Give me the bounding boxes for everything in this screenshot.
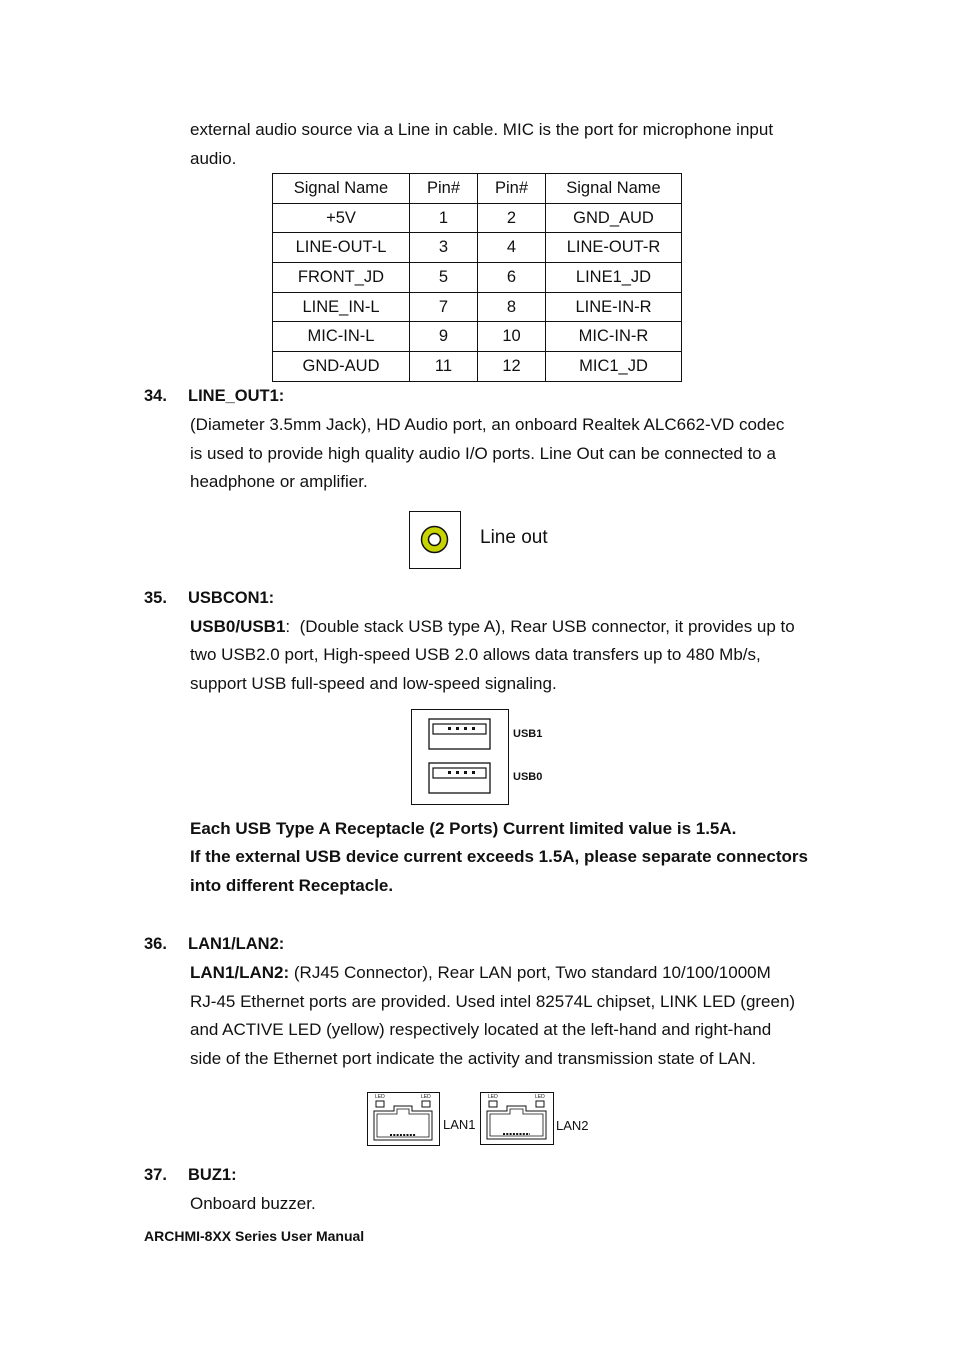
rj45-port-icon [368, 1093, 438, 1144]
section-title: LINE_OUT1: [188, 387, 285, 405]
section-34-heading [144, 382, 284, 410]
table-cell: LINE-OUT-L [273, 233, 410, 263]
table-cell: LINE_IN-L [273, 292, 410, 322]
lan2-port-figure [480, 1092, 554, 1145]
usb-line-1-text: (Double stack USB type A), Rear USB connector, it provides up to [299, 617, 795, 636]
section-35-line-3: support USB full-speed and low-speed signaling. [190, 674, 557, 693]
section-37-heading [144, 1161, 237, 1189]
table-header-cell: Pin# [410, 174, 478, 204]
table-row [273, 203, 682, 233]
section-title: LAN1/LAN2: [188, 935, 285, 953]
section-34-line-3: headphone or amplifier. [190, 472, 368, 491]
section-36-line-1 [190, 959, 820, 988]
section-35-line-2: two USB2.0 port, High-speed USB 2.0 allows data transfers up to 480 Mb/s, [190, 645, 761, 664]
led-label: LED [375, 1094, 385, 1100]
table-cell: 1 [410, 203, 478, 233]
page-footer: ARCHMI-8XX Series User Manual [144, 1228, 365, 1244]
table-cell: GND-AUD [273, 352, 410, 382]
table-cell: 10 [478, 322, 546, 352]
lan-line-1-text: (RJ45 Connector), Rear LAN port, Two standard 10/100/1000M [289, 963, 771, 982]
table-cell: 2 [478, 203, 546, 233]
section-34-line-2: is used to provide high quality audio I/O ports. Line Out can be connected to a [190, 444, 776, 463]
lan-lead-label: LAN1/LAN2: [190, 963, 290, 982]
intro-line-1: external audio source via a Line in cable. MIC is the port for microphone input [190, 120, 774, 139]
table-cell: FRONT_JD [273, 263, 410, 293]
table-row [273, 233, 682, 263]
audio-jack-icon [410, 512, 459, 567]
table-cell: LINE-OUT-R [546, 233, 682, 263]
section-35-line-1 [190, 613, 830, 642]
rj45-port-icon [481, 1093, 552, 1143]
table-cell: 5 [410, 263, 478, 293]
table-cell: 4 [478, 233, 546, 263]
section-number: 36. [144, 935, 167, 953]
table-header-cell: Signal Name [546, 174, 682, 204]
section-36-line-4: side of the Ethernet port indicate the activity and transmission state of LAN. [190, 1049, 757, 1068]
section-34-line-1: (Diameter 3.5mm Jack), HD Audio port, an onboard Realtek ALC662-VD codec [190, 415, 785, 434]
table-cell: 12 [478, 352, 546, 382]
table-header-cell: Signal Name [273, 174, 410, 204]
table-header-row [273, 174, 682, 204]
section-36-heading [144, 930, 284, 958]
usb-connector-figure [411, 709, 509, 805]
table-header-cell: Pin# [478, 174, 546, 204]
line-out-label: Line out [480, 527, 548, 548]
audio-pin-table [272, 173, 682, 382]
usb-note-line-3: into different Receptacle. [190, 876, 394, 895]
section-number: 37. [144, 1166, 167, 1184]
table-row [273, 292, 682, 322]
table-cell: 8 [478, 292, 546, 322]
table-cell: LINE-IN-R [546, 292, 682, 322]
table-cell: 11 [410, 352, 478, 382]
usb-ports-icon [412, 710, 507, 803]
lan1-label: LAN1 [443, 1117, 476, 1132]
table-row [273, 263, 682, 293]
usb-note-line-2: If the external USB device current exceeds 1.5A, please separate connectors [190, 847, 808, 866]
table-cell: LINE1_JD [546, 263, 682, 293]
table-cell: 3 [410, 233, 478, 263]
table-cell: 9 [410, 322, 478, 352]
table-row [273, 352, 682, 382]
led-label: LED [488, 1094, 498, 1100]
section-title: USBCON1: [188, 589, 275, 607]
table-cell: MIC-IN-R [546, 322, 682, 352]
lead-separator: : [285, 617, 291, 636]
table-cell: MIC-IN-L [273, 322, 410, 352]
usb1-label: USB1 [513, 728, 543, 740]
section-36-line-2: RJ-45 Ethernet ports are provided. Used intel 82574L chipset, LINK LED (green) [190, 992, 796, 1011]
section-number: 34. [144, 387, 167, 405]
usb-note-line-1: Each USB Type A Receptacle (2 Ports) Current limited value is 1.5A. [190, 819, 737, 838]
section-35-heading [144, 584, 274, 612]
table-cell: +5V [273, 203, 410, 233]
table-cell: 7 [410, 292, 478, 322]
lan1-port-figure [367, 1092, 440, 1146]
section-number: 35. [144, 589, 167, 607]
table-cell: MIC1_JD [546, 352, 682, 382]
led-label: LED [421, 1094, 431, 1100]
usb-lead-label: USB0/USB1 [190, 617, 286, 636]
intro-line-2: audio. [190, 149, 237, 168]
usb0-label: USB0 [513, 771, 543, 783]
line-out-jack-figure [409, 511, 461, 569]
section-36-line-3: and ACTIVE LED (yellow) respectively located at the left-hand and right-hand [190, 1020, 772, 1039]
table-row [273, 322, 682, 352]
table-cell: GND_AUD [546, 203, 682, 233]
led-label: LED [535, 1094, 545, 1100]
table-cell: 6 [478, 263, 546, 293]
lan2-label: LAN2 [556, 1118, 589, 1133]
section-37-text: Onboard buzzer. [190, 1194, 316, 1213]
section-title: BUZ1: [188, 1166, 237, 1184]
